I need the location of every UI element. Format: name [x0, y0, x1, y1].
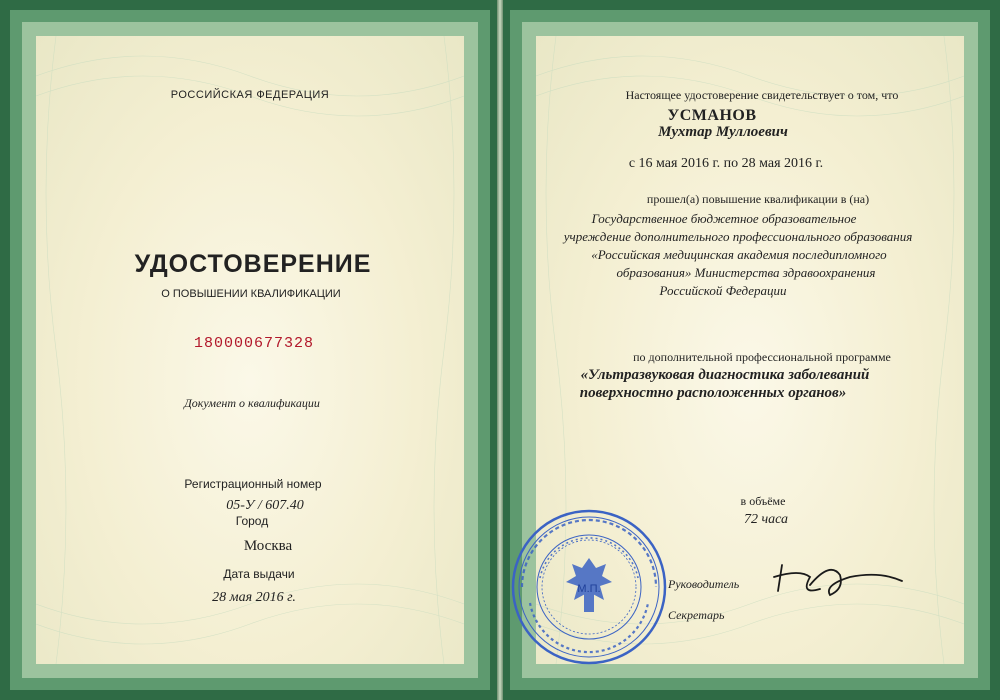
document-subtitle: О ПОВЫШЕНИИ КВАЛИФИКАЦИИ: [161, 288, 341, 300]
holder-name: Мухтар Муллоевич: [658, 124, 788, 140]
head-label: Руководитель: [668, 577, 740, 591]
head-signature: [770, 555, 910, 605]
passed-text: прошел(а) повышение квалификации в (на): [646, 192, 870, 206]
document-type: Документ о квалификации: [184, 396, 320, 410]
reg-number-value: 05-У / 607.40: [226, 498, 304, 513]
holder-surname: УСМАНОВ: [667, 107, 757, 124]
program-label: по дополнительной профессиональной программе: [633, 350, 891, 364]
document-title: УДОСТОВЕРЕНИЕ: [134, 250, 372, 278]
training-period: с 16 мая 2016 г. по 28 мая 2016 г.: [628, 156, 824, 171]
city-value: Москва: [243, 538, 293, 554]
issue-date-label: Дата выдачи: [223, 567, 295, 581]
program-line: «Ультразвуковая диагностика заболеваний: [580, 367, 870, 383]
volume-label: в объёме: [740, 494, 786, 508]
program-line: поверхностно расположенных органов»: [579, 385, 847, 401]
page-fold: [497, 0, 503, 700]
issue-date-value: 28 мая 2016 г.: [212, 590, 296, 605]
city-label: Город: [235, 514, 269, 528]
institution-line: Государственное бюджетное образовательное: [591, 211, 857, 226]
institution-line: образования» Министерства здравоохранения: [616, 265, 876, 280]
volume-value: 72 часа: [743, 512, 789, 527]
institution-line: учреждение дополнительного профессионального образования: [563, 229, 913, 244]
institution-line: «Российская медицинская академия последипломного: [591, 247, 887, 262]
secretary-label: Секретарь: [668, 608, 725, 622]
seal-mark: М.П.: [577, 583, 601, 595]
institution-line: Российской Федерации: [659, 283, 787, 298]
intro-text: Настоящее удостоверение свидетельствует о том, что: [625, 88, 899, 102]
reg-number-label: Регистрационный номер: [184, 477, 322, 491]
serial-number: 180000677328: [193, 335, 315, 352]
official-seal: [510, 508, 668, 666]
country-label: РОССИЙСКАЯ ФЕДЕРАЦИЯ: [170, 89, 330, 101]
